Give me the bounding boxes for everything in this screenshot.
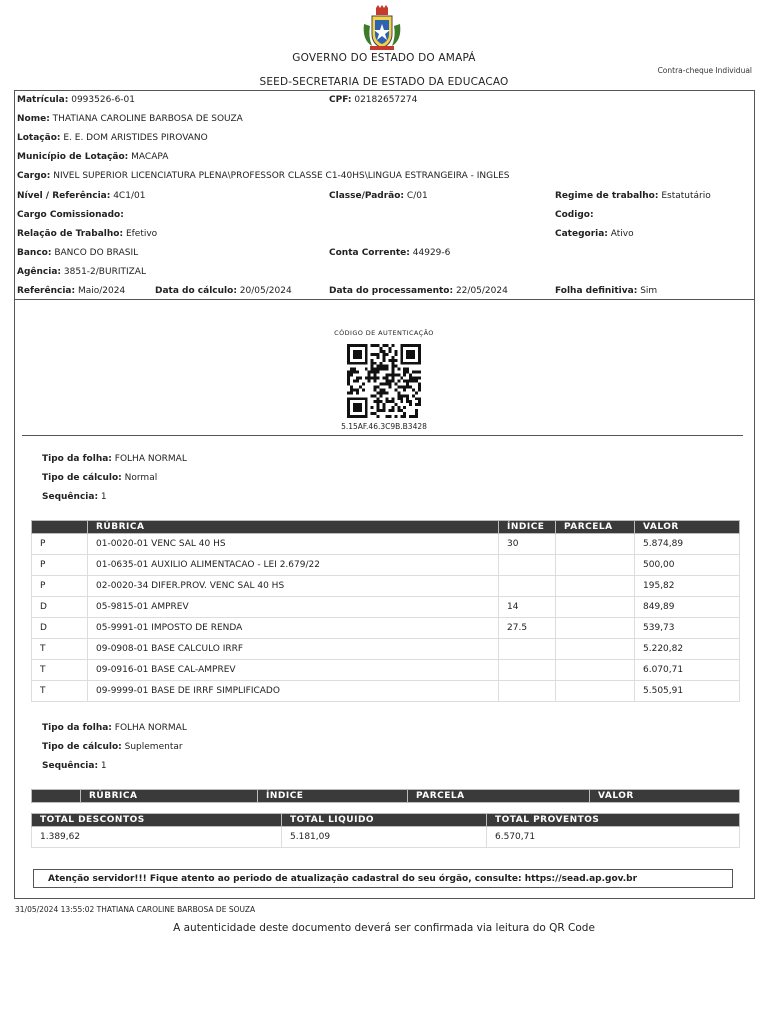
row-rubrica: 05-9991-01 IMPOSTO DE RENDA <box>88 618 499 639</box>
data-calculo-field: Data do cálculo: 20/05/2024 <box>155 286 292 296</box>
classe-field: Classe/Padrão: C/01 <box>329 191 428 201</box>
row-indice: 14 <box>499 597 556 618</box>
col-valor-header: VALOR <box>635 521 740 534</box>
frame-top-line <box>14 90 755 91</box>
codigo-field: Codigo: <box>555 210 594 220</box>
row-type: D <box>32 618 88 639</box>
row-valor: 849,89 <box>635 597 740 618</box>
cpf-field: CPF: 02182657274 <box>329 95 418 105</box>
document-type: Contra-cheque Individual <box>657 66 752 75</box>
total-liquido-header: TOTAL LIQUIDO <box>282 814 487 827</box>
total-descontos-header: TOTAL DESCONTOS <box>32 814 282 827</box>
agencia-field: Agência: 3851-2/BURITIZAL <box>17 267 146 277</box>
auth-caption: CÓDIGO DE AUTENTICAÇÃO <box>334 329 434 337</box>
row-parcela <box>556 576 635 597</box>
row-type: T <box>32 660 88 681</box>
row-parcela <box>556 681 635 702</box>
folha2-sequencia-field: Sequência: 1 <box>42 761 107 771</box>
relacao-field: Relação de Trabalho: Efetivo <box>17 229 158 239</box>
row-rubrica: 05-9815-01 AMPREV <box>88 597 499 618</box>
cargo-field: Cargo: NIVEL SUPERIOR LICENCIATURA PLENA\PROFESSOR CLASSE C1-40HS\LINGUA ESTRANGEIRA - INGLES <box>17 171 510 181</box>
row-indice <box>499 681 556 702</box>
matricula-field: Matrícula: 0993526-6-01 <box>17 95 135 105</box>
nome-field: Nome: THATIANA CAROLINE BARBOSA DE SOUZA <box>17 114 243 124</box>
comissionado-field: Cargo Comissionado: <box>17 210 124 220</box>
rubricas-table-2 <box>31 789 740 803</box>
row-indice: 30 <box>499 534 556 555</box>
row-type: T <box>32 681 88 702</box>
municipio-field: Município de Lotação: MACAPA <box>17 152 169 162</box>
table-row <box>32 660 740 681</box>
col-indice-header: ÍNDICE <box>499 521 556 534</box>
row-indice <box>499 555 556 576</box>
folha1-tipo-field: Tipo da folha: FOLHA NORMAL <box>42 454 187 464</box>
row-valor: 6.070,71 <box>635 660 740 681</box>
table-row <box>32 639 740 660</box>
auth-section-divider <box>22 435 743 436</box>
row-parcela <box>556 534 635 555</box>
coat-of-arms-icon <box>358 4 406 52</box>
table-header <box>32 790 740 803</box>
rubricas-table <box>31 520 740 702</box>
total-proventos-header: TOTAL PROVENTOS <box>487 814 740 827</box>
table-row <box>32 555 740 576</box>
row-parcela <box>556 555 635 576</box>
row-rubrica: 01-0020-01 VENC SAL 40 HS <box>88 534 499 555</box>
row-parcela <box>556 597 635 618</box>
row-rubrica: 09-0908-01 BASE CALCULO IRRF <box>88 639 499 660</box>
col-rubrica-header: RÚBRICA <box>81 790 258 803</box>
row-type: D <box>32 597 88 618</box>
update-notice: Atenção servidor!!! Fique atento ao periodo de atualização cadastral do seu órgão, consulte: https://sead.ap.gov.br <box>33 869 733 888</box>
row-indice: 27.5 <box>499 618 556 639</box>
folha2-calculo-field: Tipo de cálculo: Suplementar <box>42 742 183 752</box>
auth-code: 5.15AF.46.3C9B.B3428 <box>341 422 427 431</box>
table-header <box>32 521 740 534</box>
frame-left-line <box>14 90 15 898</box>
row-rubrica: 01-0635-01 AUXILIO ALIMENTACAO - LEI 2.679/22 <box>88 555 499 576</box>
government-title: GOVERNO DO ESTADO DO AMAPÁ <box>292 52 476 64</box>
row-valor: 5.505,91 <box>635 681 740 702</box>
row-parcela <box>556 660 635 681</box>
data-processamento-field: Data do processamento: 22/05/2024 <box>329 286 508 296</box>
col-parcela-header: PARCELA <box>556 521 635 534</box>
nivel-field: Nível / Referência: 4C1/01 <box>17 191 146 201</box>
qr-code-icon[interactable] <box>347 344 421 418</box>
row-type: P <box>32 534 88 555</box>
categoria-field: Categoria: Ativo <box>555 229 634 239</box>
total-proventos-value: 6.570,71 <box>487 827 740 848</box>
folha-definitiva-field: Folha definitiva: Sim <box>555 286 658 296</box>
regime-field: Regime de trabalho: Estatutário <box>555 191 711 201</box>
col-type-header <box>32 790 81 803</box>
row-valor: 539,73 <box>635 618 740 639</box>
lotacao-field: Lotação: E. E. DOM ARISTIDES PIROVANO <box>17 133 208 143</box>
totals-table <box>31 813 740 848</box>
referencia-field: Referência: Maio/2024 <box>17 286 126 296</box>
table-row <box>32 576 740 597</box>
total-descontos-value: 1.389,62 <box>32 827 282 848</box>
totals-row <box>32 827 740 848</box>
employee-section-divider <box>14 299 755 300</box>
row-valor: 195,82 <box>635 576 740 597</box>
row-valor: 5.874,89 <box>635 534 740 555</box>
total-liquido-value: 5.181,09 <box>282 827 487 848</box>
row-type: P <box>32 576 88 597</box>
row-rubrica: 09-0916-01 BASE CAL-AMPREV <box>88 660 499 681</box>
table-row <box>32 534 740 555</box>
row-rubrica: 09-9999-01 BASE DE IRRF SIMPLIFICADO <box>88 681 499 702</box>
row-indice <box>499 576 556 597</box>
row-type: P <box>32 555 88 576</box>
folha1-sequencia-field: Sequência: 1 <box>42 492 107 502</box>
row-type: T <box>32 639 88 660</box>
col-rubrica-header: RÚBRICA <box>88 521 499 534</box>
frame-bottom-line <box>14 898 755 899</box>
row-parcela <box>556 639 635 660</box>
col-indice-header: ÍNDICE <box>258 790 408 803</box>
conta-field: Conta Corrente: 44929-6 <box>329 248 451 258</box>
secretariat-title: SEED-SECRETARIA DE ESTADO DA EDUCACAO <box>259 76 509 88</box>
row-indice <box>499 639 556 660</box>
col-parcela-header: PARCELA <box>408 790 590 803</box>
frame-right-line <box>754 90 755 898</box>
table-row <box>32 618 740 639</box>
row-valor: 500,00 <box>635 555 740 576</box>
row-rubrica: 02-0020-34 DIFER.PROV. VENC SAL 40 HS <box>88 576 499 597</box>
row-valor: 5.220,82 <box>635 639 740 660</box>
folha2-tipo-field: Tipo da folha: FOLHA NORMAL <box>42 723 187 733</box>
col-valor-header: VALOR <box>590 790 740 803</box>
print-timestamp: 31/05/2024 13:55:02 THATIANA CAROLINE BARBOSA DE SOUZA <box>15 905 256 914</box>
col-type-header <box>32 521 88 534</box>
table-row <box>32 681 740 702</box>
totals-header <box>32 814 740 827</box>
authenticity-note: A autenticidade deste documento deverá ser confirmada via leitura do QR Code <box>173 922 595 934</box>
folha1-calculo-field: Tipo de cálculo: Normal <box>42 473 158 483</box>
row-parcela <box>556 618 635 639</box>
table-row <box>32 597 740 618</box>
row-indice <box>499 660 556 681</box>
banco-field: Banco: BANCO DO BRASIL <box>17 248 139 258</box>
